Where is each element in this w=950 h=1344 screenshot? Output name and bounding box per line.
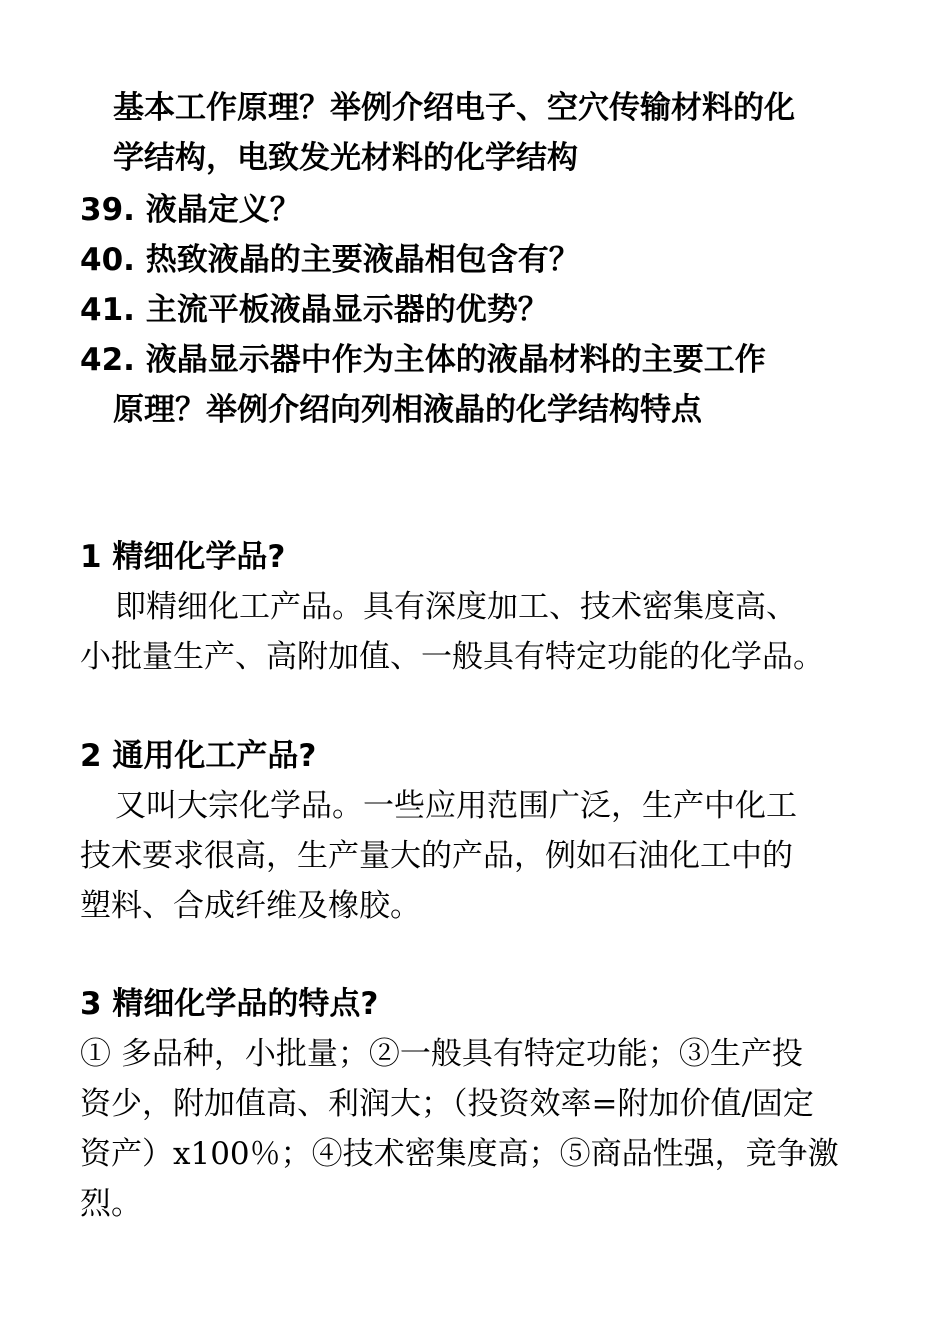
section-2-heading: 2 通用化工产品? bbox=[80, 738, 317, 774]
question-40: 40. 热致液晶的主要液晶相包含有？ bbox=[80, 242, 580, 278]
section-3-body-line-1: ① 多品种，小批量；②一般具有特定功能；③生产投 bbox=[80, 1036, 803, 1072]
section-3-body-line-4: 烈。 bbox=[80, 1186, 142, 1222]
question-38-continued-line-2: 学结构，电致发光材料的化学结构 bbox=[113, 140, 578, 176]
section-1-heading: 1 精细化学品? bbox=[80, 539, 286, 575]
section-3-heading: 3 精细化学品的特点? bbox=[80, 986, 379, 1022]
section-2-body-line-1: 又叫大宗化学品。一些应用范围广泛，生产中化工 bbox=[115, 788, 797, 824]
section-2-body-line-3: 塑料、合成纤维及橡胶。 bbox=[80, 888, 421, 924]
question-42-line-1: 42. 液晶显示器中作为主体的液晶材料的主要工作 bbox=[80, 342, 766, 378]
question-39: 39. 液晶定义？ bbox=[80, 192, 301, 228]
section-2-body-line-2: 技术要求很高，生产量大的产品，例如石油化工中的 bbox=[80, 838, 793, 874]
question-38-continued-line-1: 基本工作原理？举例介绍电子、空穴传输材料的化 bbox=[113, 90, 795, 126]
section-3-body-line-3: 资产）x100％；④技术密集度高；⑤商品性强，竞争激 bbox=[80, 1136, 839, 1172]
question-41: 41. 主流平板液晶显示器的优势？ bbox=[80, 292, 549, 328]
section-3-body-line-2: 资少，附加值高、利润大；（投资效率=附加价值/固定 bbox=[80, 1086, 814, 1122]
question-42-line-2: 原理？举例介绍向列相液晶的化学结构特点 bbox=[113, 392, 702, 428]
section-1-body-line-1: 即精细化工产品。具有深度加工、技术密集度高、 bbox=[115, 589, 797, 625]
section-1-body-line-2: 小批量生产、高附加值、一般具有特定功能的化学品。 bbox=[80, 639, 824, 675]
